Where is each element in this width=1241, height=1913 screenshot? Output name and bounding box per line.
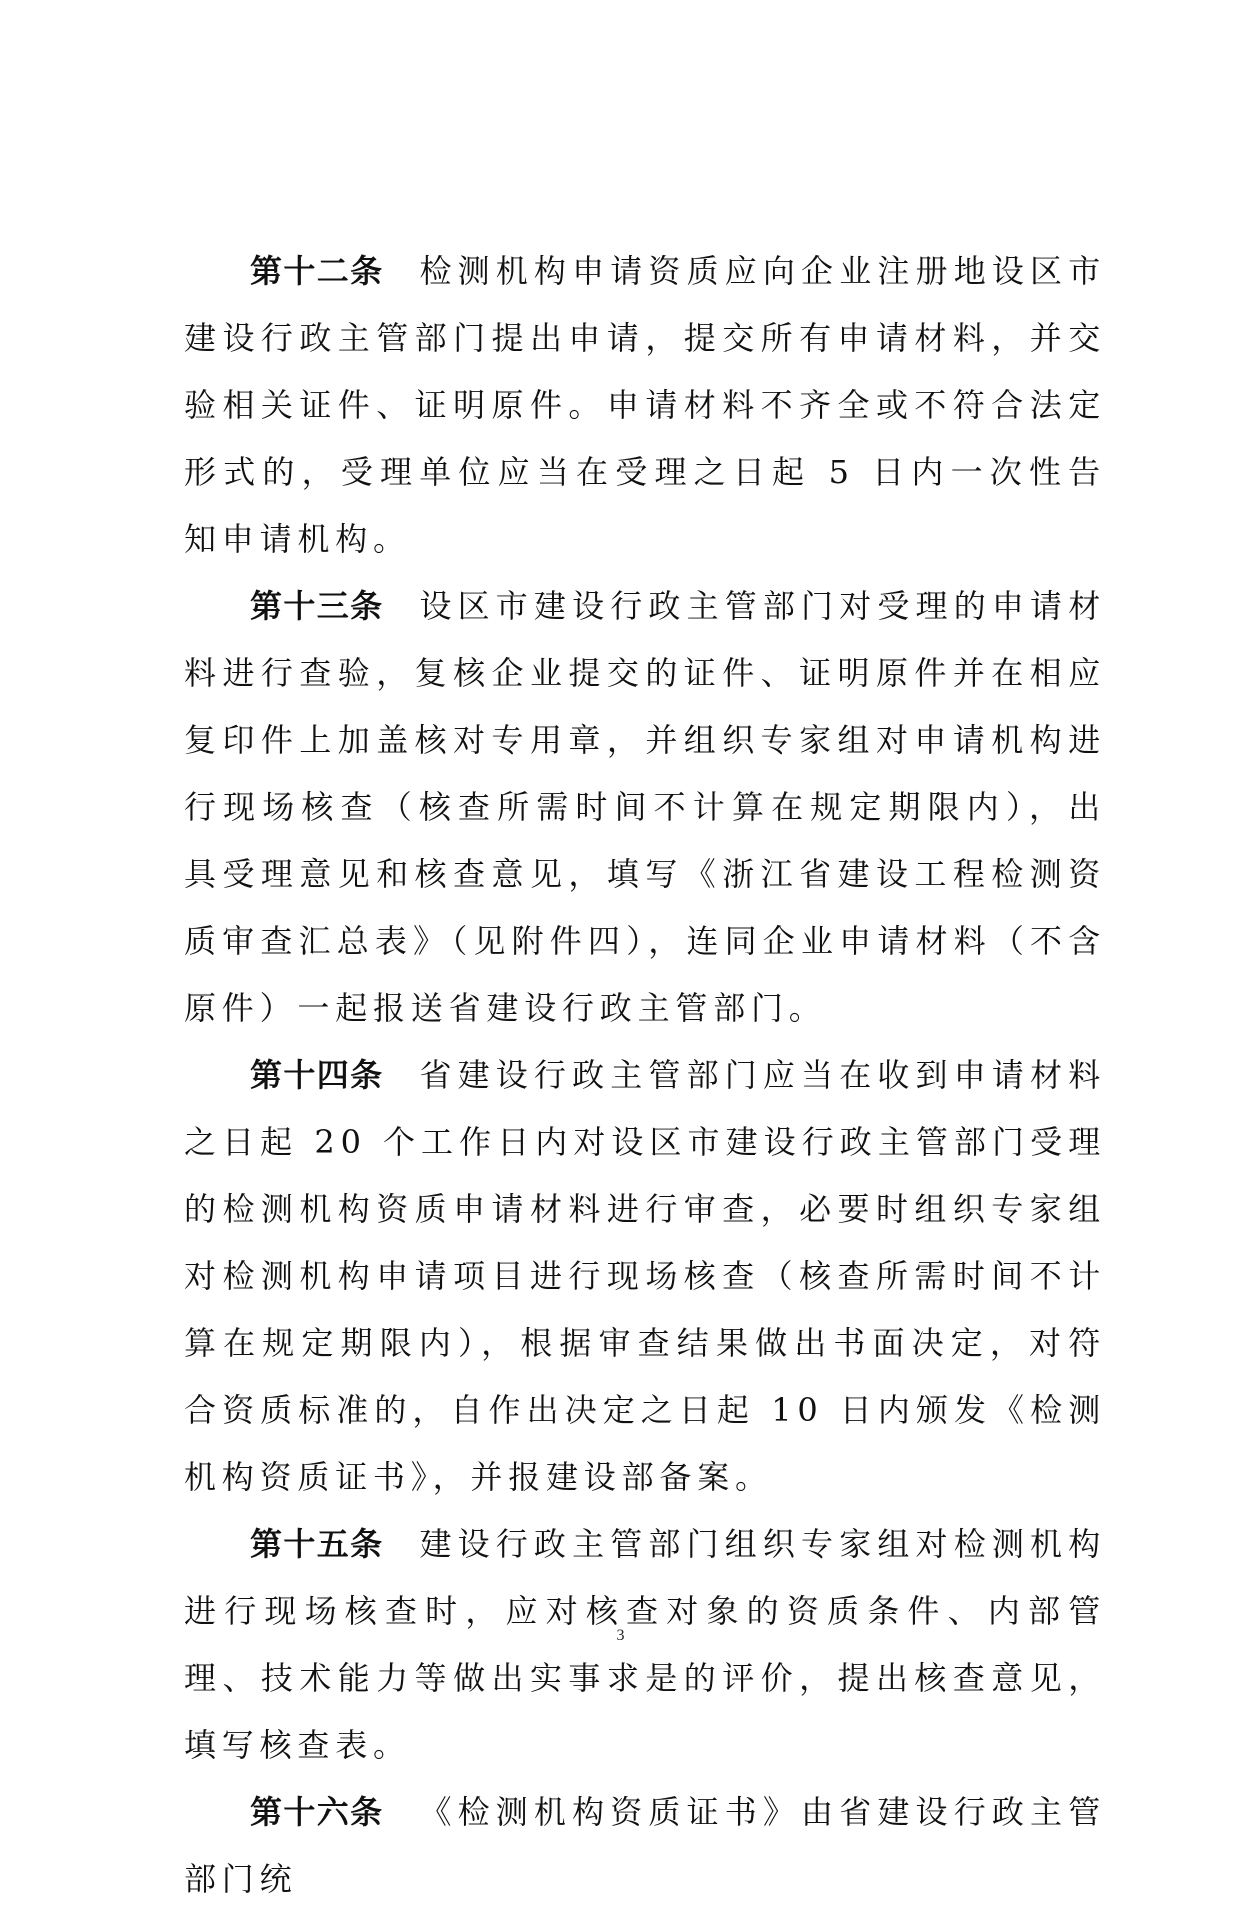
article-15 — [184, 1511, 1106, 1779]
article-text: 建设行政主管部门组织专家组对检测机构进行现场核查时，应对核查对象的资质条件、内部管理、技术能力等做出实事求是的评价，提出核查意见，填写核查表。 — [184, 1525, 1106, 1764]
article-text: 检测机构申请资质应向企业注册地设区市建设行政主管部门提出申请，提交所有申请材料，并交验相关证件、证明原件。申请材料不齐全或不符合法定形式的，受理单位应当在受理之日起 5 日内一次性告知申请机构。 — [184, 252, 1106, 558]
article-text: 省建设行政主管部门应当在收到申请材料之日起 20 个工作日内对设区市建设行政主管部门受理的检测机构资质申请材料进行审查，必要时组织专家组对检测机构申请项目进行现场核查（核查所需时间不计算在规定期限内），根据审查结果做出书面决定，对符合资质标准的，自作出决定之日起 10 日内颁发《检测机构资质证书》，并报建设部备案。 — [184, 1056, 1106, 1496]
article-16 — [184, 1779, 1106, 1913]
article-12 — [184, 238, 1106, 573]
article-number: 第十二条 — [250, 252, 384, 290]
article-number: 第十三条 — [250, 587, 384, 625]
article-number: 第十五条 — [250, 1525, 384, 1563]
document-body — [184, 238, 1106, 1913]
article-number: 第十四条 — [250, 1056, 384, 1094]
page-number: 3 — [616, 1627, 625, 1644]
article-13 — [184, 573, 1106, 1042]
article-text: 设区市建设行政主管部门对受理的申请材料进行查验，复核企业提交的证件、证明原件并在相应复印件上加盖核对专用章，并组织专家组对申请机构进行现场核查（核查所需时间不计算在规定期限内），出具受理意见和核查意见，填写《浙江省建设工程检测资质审查汇总表》（见附件四），连同企业申请材料（不含原件）一起报送省建设行政主管部门。 — [184, 587, 1106, 1027]
article-text: 《检测机构资质证书》由省建设行政主管部门统 — [184, 1793, 1106, 1898]
article-14 — [184, 1042, 1106, 1511]
article-number: 第十六条 — [250, 1793, 384, 1831]
